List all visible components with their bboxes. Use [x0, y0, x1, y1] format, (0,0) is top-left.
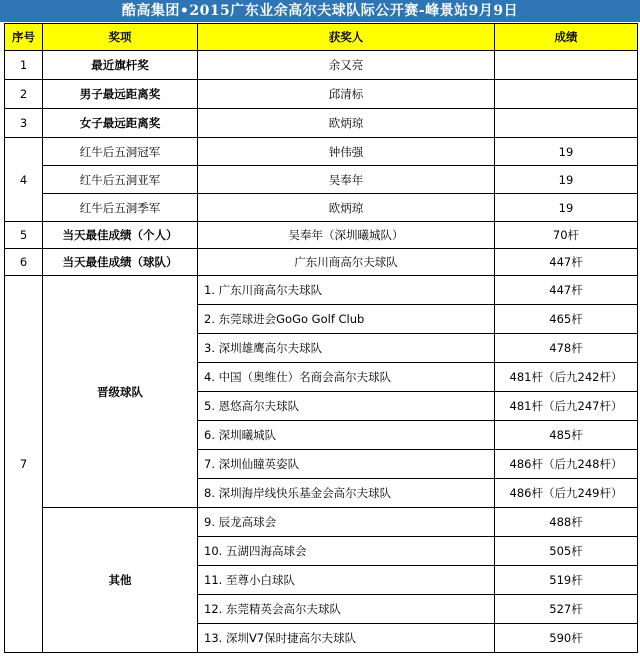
- qualified-label: 晋级球队: [43, 276, 198, 508]
- team-score: 519杆: [495, 566, 638, 595]
- row-winner: 广东川商高尔夫球队: [198, 249, 495, 276]
- header-score: 成绩: [495, 24, 638, 51]
- row-winner: 邱清标: [198, 80, 495, 109]
- row-winner: 余又亮: [198, 51, 495, 80]
- row-winner: 钟伟强: [198, 138, 495, 166]
- row-award: 红牛后五洞冠军: [43, 138, 198, 166]
- team-name: 13. 深圳V7保时捷高尔夫球队: [198, 624, 495, 653]
- team-score: 488杆: [495, 508, 638, 537]
- row-score: [495, 109, 638, 138]
- team-score: 590杆: [495, 624, 638, 653]
- table-row: [5, 222, 638, 249]
- team-name: 7. 深圳仙瞳英姿队: [198, 450, 495, 479]
- table-row: [5, 508, 638, 537]
- row-score: [495, 51, 638, 80]
- table-row: [5, 80, 638, 109]
- row-award: 红牛后五洞季军: [43, 194, 198, 222]
- row-score: [495, 80, 638, 109]
- row-winner: 吴奉年: [198, 166, 495, 194]
- team-score: 486杆（后九248杆）: [495, 450, 638, 479]
- team-score: 465杆: [495, 305, 638, 334]
- team-score: 505杆: [495, 537, 638, 566]
- row-score: 19: [495, 194, 638, 222]
- row-no: 5: [5, 222, 43, 249]
- row-score: 447杆: [495, 249, 638, 276]
- table-row: [5, 194, 638, 222]
- team-score: 485杆: [495, 421, 638, 450]
- table-row: [5, 166, 638, 194]
- page-title: 酷高集团•2015广东业余高尔夫球队际公开赛-峰景站9月9日: [0, 0, 640, 22]
- row-no: 4: [5, 138, 43, 222]
- team-name: 1. 广东川商高尔夫球队: [198, 276, 495, 305]
- row-score: 70杆: [495, 222, 638, 249]
- team-name: 12. 东莞精英会高尔夫球队: [198, 595, 495, 624]
- team-name: 8. 深圳海岸线快乐基金会高尔夫球队: [198, 479, 495, 508]
- row-winner: 欧炳琼: [198, 109, 495, 138]
- table-row: [5, 51, 638, 80]
- table-row: [5, 138, 638, 166]
- table-row: [5, 249, 638, 276]
- team-name: 2. 东莞球进会GoGo Golf Club: [198, 305, 495, 334]
- team-name: 9. 辰龙高球会: [198, 508, 495, 537]
- table-row: [5, 276, 638, 305]
- header-row: [5, 24, 638, 51]
- team-score: 486杆（后九249杆）: [495, 479, 638, 508]
- team-score: 447杆: [495, 276, 638, 305]
- row-score: 19: [495, 138, 638, 166]
- awards-table: [4, 23, 638, 653]
- table-row: [5, 109, 638, 138]
- row-award: 最近旗杆奖: [43, 51, 198, 80]
- row-no: 6: [5, 249, 43, 276]
- team-name: 11. 至尊小白球队: [198, 566, 495, 595]
- team-name: 10. 五湖四海高球会: [198, 537, 495, 566]
- row-no: 2: [5, 80, 43, 109]
- header-award: 奖项: [43, 24, 198, 51]
- row-award: 女子最远距离奖: [43, 109, 198, 138]
- row-award: 当天最佳成绩（个人）: [43, 222, 198, 249]
- row-no: 3: [5, 109, 43, 138]
- team-name: 3. 深圳雄鹰高尔夫球队: [198, 334, 495, 363]
- row-award: 红牛后五洞亚军: [43, 166, 198, 194]
- row-winner: 吴奉年（深圳曦城队）: [198, 222, 495, 249]
- row-award: 男子最远距离奖: [43, 80, 198, 109]
- header-winner: 获奖人: [198, 24, 495, 51]
- row-award: 当天最佳成绩（球队）: [43, 249, 198, 276]
- team-score: 481杆（后九247杆）: [495, 392, 638, 421]
- team-name: 5. 恩悠高尔夫球队: [198, 392, 495, 421]
- others-label: 其他: [43, 508, 198, 653]
- header-no: 序号: [5, 24, 43, 51]
- team-score: 527杆: [495, 595, 638, 624]
- team-name: 6. 深圳曦城队: [198, 421, 495, 450]
- team-name: 4. 中国（奥维仕）名商会高尔夫球队: [198, 363, 495, 392]
- row-score: 19: [495, 166, 638, 194]
- group-no: 7: [5, 276, 43, 653]
- row-no: 1: [5, 51, 43, 80]
- team-score: 481杆（后九242杆）: [495, 363, 638, 392]
- team-score: 478杆: [495, 334, 638, 363]
- row-winner: 欧炳琼: [198, 194, 495, 222]
